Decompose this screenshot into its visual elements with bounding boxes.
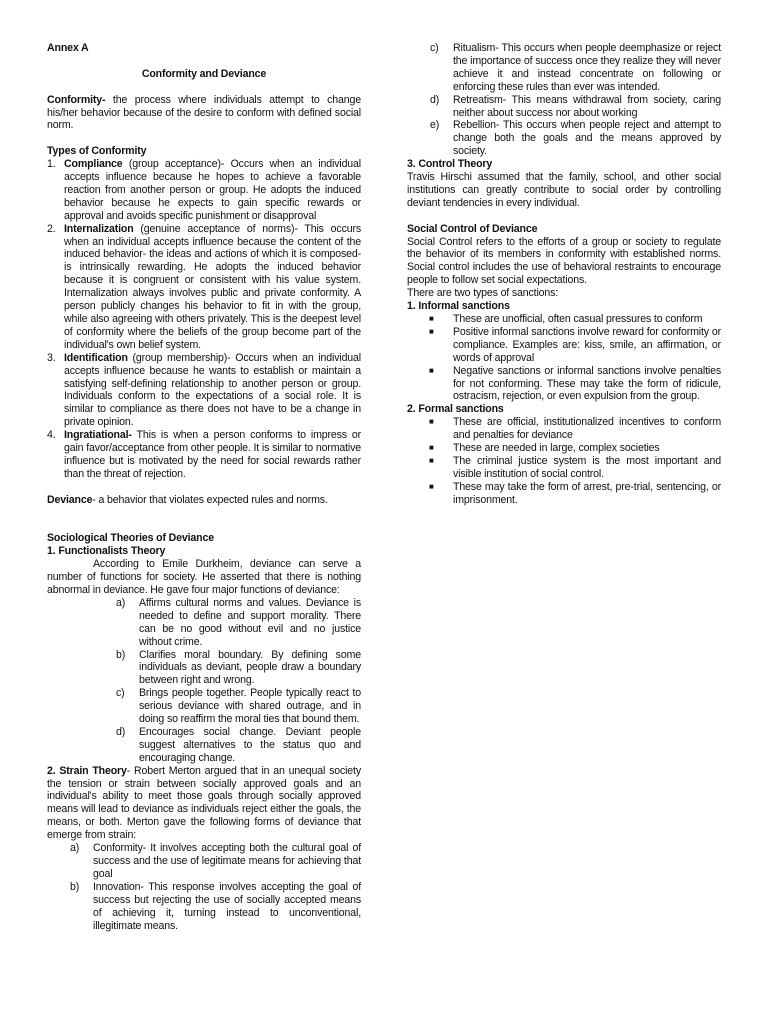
bullet-icon: ■ [429,314,434,324]
sanctions-intro: There are two types of sanctions: [407,287,559,300]
type-item [47,429,361,481]
function-text: Brings people together. People typically react to serious deviance with shared outrage, and in doing so reaffirm the moral ties that bound them. [139,687,361,726]
conformity-text: the process where individuals attempt to change his/her behavior because of the desire to conform with defined social norm. [47,93,361,132]
formal-heading: 2. Formal sanctions [407,403,504,416]
strain-heading: 2. Strain Theory [47,764,127,777]
type-item [47,352,361,429]
page-title: Conformity and Deviance [141,67,267,80]
deviance-term: Deviance [47,493,93,506]
function-item [47,687,361,726]
strain-intro: - Robert Merton argued that in an unequal society the tension or strain between socially approved goals and an individual's ability to meet those goals through socially approved means will lead to deviance as individuals reject either the goals, the means, or both. Merton gave the following forms of deviance that emerge from strain: [47,764,361,842]
strain-label: c) [430,42,439,54]
types-heading: Types of Conformity [47,145,147,158]
informal-heading: 1. Informal sanctions [407,300,510,313]
bullet-icon: ■ [429,417,434,427]
list-item [407,326,721,365]
function-label: d) [116,725,126,738]
strain-item [407,94,721,120]
function-item [47,649,361,688]
strain-text: Retreatism- This means withdrawal from society, caring neither about success nor about working [453,93,721,119]
right-column [407,42,721,507]
bullet-text: Positive informal sanctions involve reward for conformity or compliance. Examples are: kiss, smile, an affirmation, or words of approval [453,325,721,364]
strain-label: e) [430,119,440,132]
social-control-text: Social Control refers to the efforts of a group or society to regulate the behavior of its members in conformity with established norms. Social control includes the use of behavioral restraints to encourage people to follow set social expectations. [407,235,721,287]
left-column [47,42,361,932]
bullet-icon: ■ [429,365,434,375]
functionalist-intro: According to Emile Durkheim, deviance can serve a number of functions for society. He asserted that there is nothing abnormal in deviance. He gave four major functions of deviance: [47,558,361,596]
type-number: 3. [47,351,56,364]
bullet-text: These are needed in large, complex societies [453,442,660,455]
type-term: Ingratiational- [64,429,132,442]
bullet-text: These are unofficial, often casual pressures to conform [453,313,703,326]
type-text: (group membership)- Occurs when an individual accepts influence because he wants to establish or maintain a satisfying self-defining relationship to another person or group. Individuals conform to the expectations of a social role. It is similar to compliance as there does not have to be a change in private opinion. [64,351,361,429]
function-label: a) [116,596,126,609]
strain-text: Ritualism- This occurs when people deemphasize or reject the importance of success once they realize they will never achieve it and instead concentrate on following or enforcing these rules than ever was intended. [453,42,721,93]
function-label: c) [116,687,125,700]
theories-heading: Sociological Theories of Deviance [47,532,214,545]
type-number: 2. [47,222,56,235]
strain-label: d) [430,93,440,106]
list-item [407,455,721,481]
bullet-text: Negative sanctions or informal sanctions involve penalties for not conforming. These may take the form of ridicule, ostracism, rejection, or even expulsion from the group. [453,364,721,403]
list-item [407,442,721,455]
strain-label: b) [70,880,80,893]
bullet-icon: ■ [429,443,434,453]
list-item [407,416,721,442]
strain-item [407,119,721,158]
conformity-term: Conformity- [47,93,106,106]
function-item [47,597,361,649]
control-text: Travis Hirschi assumed that the family, school, and other social institutions can greatly contribute to social order by controlling deviant tendencies in every individual. [407,171,721,209]
bullet-icon: ■ [429,326,434,336]
bullet-icon: ■ [429,455,434,465]
function-label: b) [116,648,126,661]
social-control-heading: Social Control of Deviance [407,222,538,235]
type-item [47,158,361,223]
functionalist-heading: 1. Functionalists Theory [47,545,166,558]
type-text: (group acceptance)- Occurs when an individual accepts influence because he hopes to achieve a favorable reaction from another person or group. He adopts the induced behavior because he expects to gain specific rewards or approval and avoids specific punishment or disapproval [64,158,361,222]
list-item [407,365,721,404]
strain-text: Conformity- It involves accepting both the cultural goal of success and the use of legitimate means for achieving that goal [93,842,361,880]
strain-paragraph [47,765,361,842]
bullet-text: These may take the form of arrest, pre-trial, sentencing, or imprisonment. [453,480,721,506]
deviance-text: - a behavior that violates expected rules and norms. [92,493,328,506]
type-number: 1. [47,158,56,171]
annex-label: Annex A [47,42,89,54]
conformity-definition [47,94,361,133]
function-text: Clarifies moral boundary. By defining some individuals as deviant, people draw a boundary between right and wrong. [139,648,361,687]
strain-label: a) [70,842,80,855]
type-term: Compliance [64,158,123,171]
bullet-text: These are official, institutionalized incentives to conform and penalties for deviance [453,416,721,442]
type-text: This is when a person conforms to impress or gain favor/acceptance from other people. It is similar to normative influence but is motivated by the need for social rewards rather than the threat of rejection. [64,429,361,480]
type-text: (genuine acceptance of norms)- This occurs when an individual accepts influence because the content of the induced behavior- the ideas and actions of which it is composed-is intrinsically rewarding. He adopts the induced behavior because it is congruent or consistent with his value system. Internalization always involves public and private conformity. A person publicly changes his behavior to fit in with the group, while also agreeing with others privately. This is the deepest level of conformity where the beliefs of the group become part of the individual's own belief system. [64,222,361,351]
strain-text: Rebellion- This occurs when people reject and attempt to change both the goals and the means approved by society. [453,119,721,158]
bullet-icon: ■ [429,481,434,491]
list-item [407,481,721,507]
type-number: 4. [47,429,56,442]
function-text: Encourages social change. Deviant people suggest alternatives to the status quo and encouraging change. [139,725,361,764]
deviance-definition [47,494,361,507]
type-term: Internalization [64,222,134,235]
function-text: Affirms cultural norms and values. Deviance is needed to define and support morality. There can be no good without evil and no justice without crime. [139,596,361,648]
strain-text: Innovation- This response involves accepting the goal of success but rejecting the use of socially accepted means of achieving it, turning instead to unconventional, illegitimate means. [93,880,361,932]
strain-item [407,42,721,94]
list-item [407,313,721,326]
strain-item [47,842,361,881]
control-heading: 3. Control Theory [407,158,493,171]
bullet-text: The criminal justice system is the most important and visible institution of social control. [453,454,721,480]
type-term: Identification [64,351,128,364]
strain-item [47,881,361,933]
type-item [47,223,361,352]
function-item [47,726,361,765]
